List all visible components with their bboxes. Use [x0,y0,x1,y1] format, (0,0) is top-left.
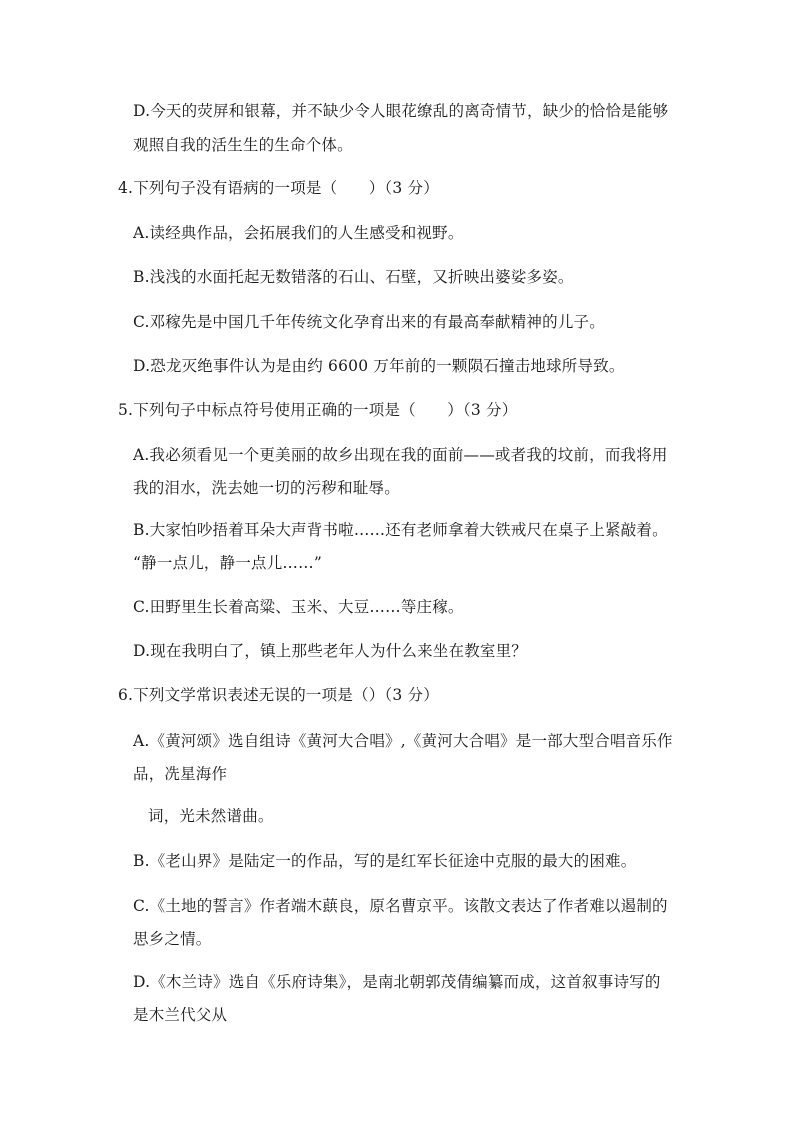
q4-option-b: B.浅浅的水面托起无数错落的石山、石壁，又折映出婆娑多姿。 [133,268,574,286]
q6-option-c-line2: 思乡之情。 [133,930,212,948]
q5-option-a-line1: A.我必须看见一个更美丽的故乡出现在我的面前——或者我的坟前，而我将用 [133,446,668,464]
q4-option-d: D.恐龙灭绝事件认为是由约 6600 万年前的一颗陨石撞击地球所导致。 [133,357,625,375]
q5-option-a-line2: 我的泪水，洗去她一切的污秽和耻辱。 [133,479,400,497]
q6-option-a-line1: A.《黄河颂》选自组诗《黄河大合唱》,《黄河大合唱》是一部大型合唱音乐作 [133,732,673,750]
q4-option-a: A.读经典作品，会拓展我们的人生感受和视野。 [133,224,464,242]
question-5-stem: 5.下列句子中标点符号使用正确的一项是（ ）（3 分） [118,401,518,419]
q6-option-d-line1: D.《木兰诗》选自《乐府诗集》，是南北朝郭茂倩编纂而成，这首叙事诗写的 [133,973,661,991]
q6-option-c-line1: C.《土地的誓言》作者端木蕻良，原名曹京平。该散文表达了作者难以遏制的 [133,897,668,915]
q6-option-d-line2: 是木兰代父从 [133,1006,228,1024]
q6-option-a-line2: 品，冼星海作 [133,765,228,783]
question-6-stem: 6.下列文学常识表述无误的一项是（）（3 分） [118,686,439,704]
q3-option-d-line2: 观照自我的活生生的生命个体。 [133,136,353,154]
question-4-stem: 4.下列句子没有语病的一项是（ ）（3 分） [118,179,439,197]
q5-option-b-line2: “静一点儿，静一点儿……” [133,554,322,572]
q3-option-d-line1: D.今天的荧屏和银幕，并不缺少令人眼花缭乱的离奇情节，缺少的恰恰是能够 [133,102,669,120]
q5-option-d: D.现在我明白了，镇上那些老年人为什么来坐在教室里？ [133,642,528,660]
q6-option-b: B.《老山界》是陆定一的作品，写的是红军长征途中克服的最大的困难。 [133,852,637,870]
q4-option-c: C.邓稼先是中国几千年传统文化孕育出来的有最高奉献精神的儿子。 [133,313,605,331]
q6-option-a-line3: 词，光未然谱曲。 [148,807,274,825]
q5-option-b-line1: B.大家怕吵捂着耳朵大声背书啦……还有老师拿着大铁戒尺在桌子上紧敲着。 [133,521,668,539]
q5-option-c: C.田野里生长着高粱、玉米、大豆……等庄稼。 [133,598,464,616]
